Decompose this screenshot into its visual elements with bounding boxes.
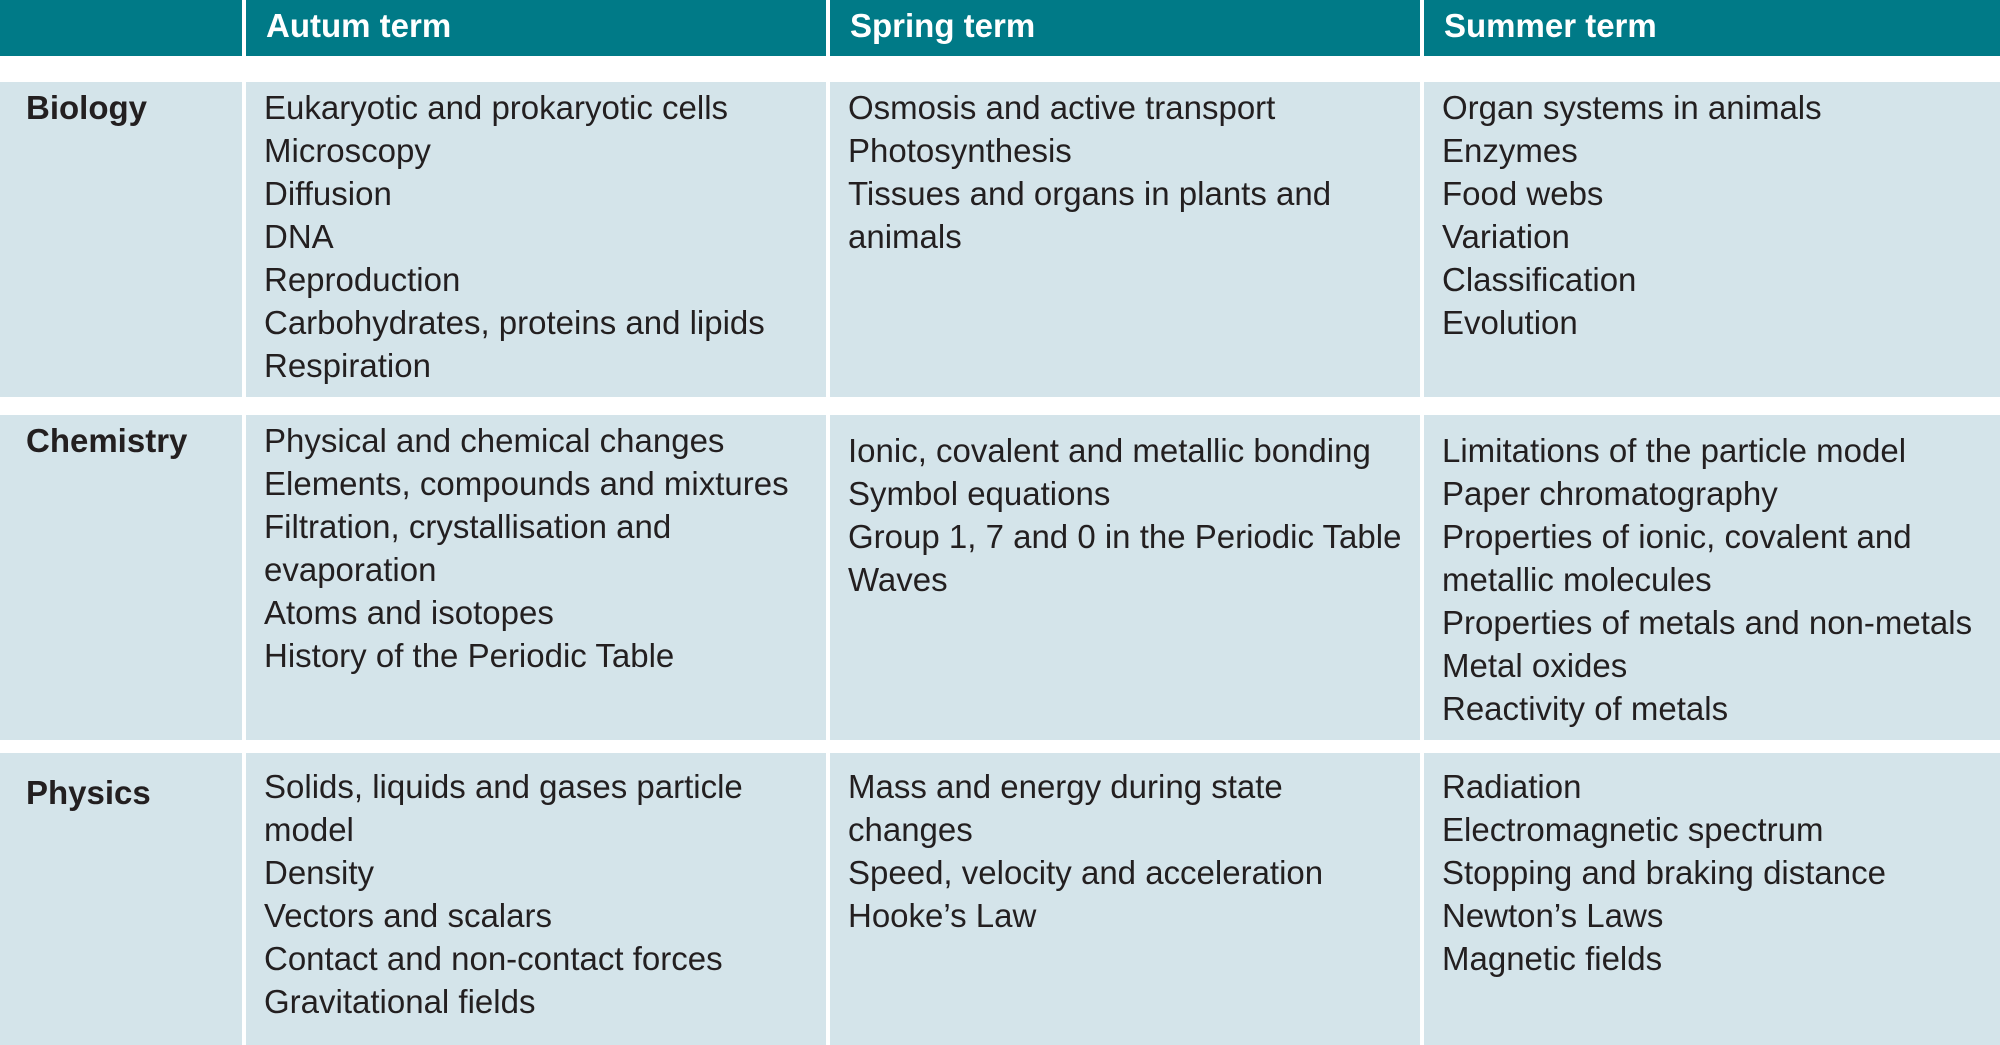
list-item: DNA (264, 218, 334, 255)
list-item: Speed, velocity and acceleration (848, 854, 1324, 891)
topic-list (1442, 765, 1992, 980)
chemistry-summer-cell (1424, 415, 2000, 740)
list-item: Hooke’s Law (848, 897, 1037, 934)
topic-list (264, 419, 818, 677)
list-item: Organ systems in animals (1442, 89, 1822, 126)
list-item: Waves (848, 561, 948, 598)
subject-physics (0, 753, 242, 1045)
list-item: Newton’s Laws (1442, 897, 1664, 934)
chemistry-autumn-cell (246, 415, 826, 740)
list-item: Reactivity of metals (1442, 690, 1729, 727)
list-item: Properties of metals and non-metals (1442, 604, 1973, 641)
list-item: Classification (1442, 261, 1637, 298)
list-item: Microscopy (264, 132, 431, 169)
list-item: Ionic, covalent and metallic bonding (848, 432, 1371, 469)
list-item: Symbol equations (848, 475, 1111, 512)
list-item: Respiration (264, 347, 431, 384)
list-item: Evolution (1442, 304, 1578, 341)
list-item: Properties of ionic, covalent and metallic molecules (1442, 518, 1912, 598)
list-item: Reproduction (264, 261, 461, 298)
list-item: Solids, liquids and gases particle model (264, 768, 743, 848)
list-item: Atoms and isotopes (264, 594, 554, 631)
list-item: Osmosis and active transport (848, 89, 1276, 126)
topic-list (848, 765, 1412, 937)
list-item: Paper chromatography (1442, 475, 1778, 512)
list-item: Variation (1442, 218, 1570, 255)
list-item: Electromagnetic spectrum (1442, 811, 1824, 848)
header-autumn-term: Autum term (246, 0, 826, 56)
list-item: Filtration, crystallisation and evaporation (264, 508, 672, 588)
list-item: Contact and non-contact forces (264, 940, 723, 977)
biology-spring-cell (830, 82, 1420, 397)
physics-summer-cell (1424, 753, 2000, 1045)
list-item: Gravitational fields (264, 983, 536, 1020)
list-item: Radiation (1442, 768, 1582, 805)
header-summer-term: Summer term (1424, 0, 2000, 56)
subject-label: Biology (26, 89, 147, 126)
subject-chemistry (0, 415, 242, 740)
list-item: Mass and energy during state changes (848, 768, 1283, 848)
physics-spring-cell (830, 753, 1420, 1045)
list-item: Elements, compounds and mixtures (264, 465, 789, 502)
topic-list (848, 86, 1412, 258)
list-item: Enzymes (1442, 132, 1578, 169)
list-item: Limitations of the particle model (1442, 432, 1907, 469)
topic-list (264, 86, 818, 387)
subject-label: Physics (26, 774, 151, 811)
topic-list (1442, 429, 1992, 730)
list-item: Physical and chemical changes (264, 422, 725, 459)
list-item: Vectors and scalars (264, 897, 552, 934)
physics-autumn-cell (246, 753, 826, 1045)
list-item: Food webs (1442, 175, 1604, 212)
subject-biology (0, 82, 242, 397)
list-item: Tissues and organs in plants and animals (848, 175, 1332, 255)
header-corner (0, 0, 242, 56)
list-item: Group 1, 7 and 0 in the Periodic Table (848, 518, 1402, 555)
list-item: Density (264, 854, 375, 891)
list-item: Carbohydrates, proteins and lipids (264, 304, 765, 341)
topic-list (1442, 86, 1992, 344)
topic-list (264, 765, 818, 1023)
list-item: Metal oxides (1442, 647, 1628, 684)
list-item: Photosynthesis (848, 132, 1072, 169)
list-item: Eukaryotic and prokaryotic cells (264, 89, 729, 126)
header-spring-term: Spring term (830, 0, 1420, 56)
biology-summer-cell (1424, 82, 2000, 397)
biology-autumn-cell (246, 82, 826, 397)
topic-list (848, 429, 1412, 601)
list-item: Diffusion (264, 175, 392, 212)
subject-label: Chemistry (26, 422, 188, 459)
list-item: History of the Periodic Table (264, 637, 675, 674)
list-item: Magnetic fields (1442, 940, 1663, 977)
list-item: Stopping and braking distance (1442, 854, 1886, 891)
chemistry-spring-cell (830, 415, 1420, 740)
